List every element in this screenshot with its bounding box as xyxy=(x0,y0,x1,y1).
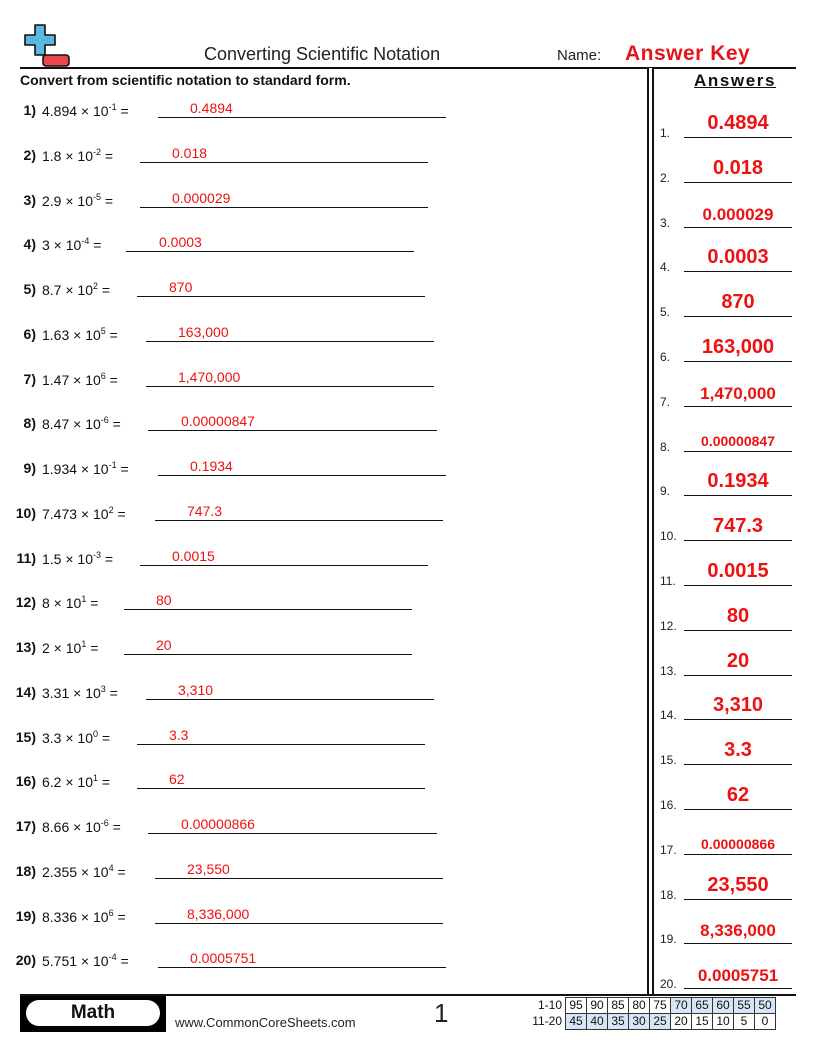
answer-column-divider xyxy=(647,68,654,994)
problem-number: 2) xyxy=(23,146,36,163)
answer-key-row xyxy=(660,872,792,902)
written-answer: 80 xyxy=(156,592,172,609)
coefficient: 8.66 xyxy=(42,819,70,835)
coefficient: 8.336 xyxy=(42,908,78,925)
problem-number: 3) xyxy=(23,191,36,208)
problem-expression: $2.9 \times 10^{-5}$ = xyxy=(42,191,114,209)
worksheet-title: Converting Scientific Notation xyxy=(204,44,441,64)
answer-key-value: 0.018 xyxy=(712,156,764,179)
written-answer: 3,310 xyxy=(178,681,214,698)
problem-row xyxy=(8,726,468,759)
answer-key-row xyxy=(660,334,792,364)
answer-key-line xyxy=(684,764,792,765)
answer-key-row xyxy=(660,827,792,857)
coefficient: 1.63 xyxy=(42,326,70,343)
problem-number: 4) xyxy=(23,236,36,253)
score-cell: 40 xyxy=(587,1014,608,1030)
answer-blank[interactable] xyxy=(155,878,443,879)
coefficient: 6.2 xyxy=(42,774,62,791)
problem-number: 7) xyxy=(23,370,36,387)
problem-expression: $1.8 \times 10^{-2}$ = xyxy=(42,146,114,164)
answer-key-line xyxy=(684,495,792,496)
score-cell: 85 xyxy=(608,998,629,1014)
plus-minus-logo-icon xyxy=(24,24,70,68)
answer-key-value: 0.00000847 xyxy=(701,432,775,449)
problem-number: 9) xyxy=(23,460,36,476)
answer-key-number: 13. xyxy=(660,663,677,678)
problem-number: 18) xyxy=(15,862,36,879)
written-answer: 0.4894 xyxy=(190,100,233,116)
score-cell: 30 xyxy=(629,1014,650,1030)
instructions: Convert from scientific notation to standard form. xyxy=(20,72,351,88)
written-answer: 0.0015 xyxy=(172,547,215,564)
problem-number: 11) xyxy=(16,549,36,566)
score-cell: 50 xyxy=(755,998,776,1014)
problem-expression: $8.66 \times 10^{-6}$ = xyxy=(42,818,121,835)
answer-key-line xyxy=(684,943,792,944)
answer-blank[interactable] xyxy=(137,296,425,297)
answer-key-line xyxy=(684,630,792,631)
answer-key-row xyxy=(660,737,792,767)
answer-blank[interactable] xyxy=(137,744,425,745)
coefficient: 1.8 xyxy=(42,147,62,164)
answer-key-row xyxy=(660,155,792,185)
problem-expression: $2 \times 10^1$ = xyxy=(42,639,99,656)
problem-row xyxy=(8,594,468,624)
answer-key-number: 18. xyxy=(660,887,677,902)
problem-number: 20) xyxy=(15,952,36,969)
problem-expression: $2.355 \times 10^4$ = xyxy=(42,862,126,880)
answer-key-number: 2. xyxy=(660,170,671,185)
written-answer: 747.3 xyxy=(187,502,223,519)
problem-row xyxy=(8,773,468,803)
problem-row xyxy=(8,460,468,490)
answer-key-line xyxy=(684,809,792,810)
problem-expression: $5.751 \times 10^{-4}$ = xyxy=(42,952,129,970)
exponent: 1 xyxy=(93,773,99,784)
answer-key-value: 747.3 xyxy=(712,515,764,538)
name-label: Name: xyxy=(557,47,602,64)
problem-row xyxy=(8,189,468,222)
exponent: -6 xyxy=(100,818,109,828)
coefficient: 3 xyxy=(42,237,50,254)
score-cell: 70 xyxy=(671,998,692,1014)
exponent: 1 xyxy=(81,594,87,605)
problem-number: 15) xyxy=(15,728,36,745)
score-cell: 35 xyxy=(608,1014,629,1030)
written-answer: 62 xyxy=(169,771,185,788)
written-answer: 20 xyxy=(156,637,172,653)
answer-key-row xyxy=(660,603,792,633)
answer-blank[interactable] xyxy=(126,251,414,252)
problem-row xyxy=(8,415,468,445)
answer-key-number: 5. xyxy=(660,305,671,320)
score-cell: 95 xyxy=(566,998,587,1014)
written-answer: 0.00000847 xyxy=(181,413,255,430)
answer-key-number: 14. xyxy=(660,708,677,723)
answer-key-line xyxy=(684,899,792,900)
exponent: -4 xyxy=(81,236,90,247)
coefficient: 7.473 xyxy=(42,505,78,522)
answer-key-row xyxy=(660,692,792,722)
answer-key-value: 0.00000866 xyxy=(701,835,775,852)
answer-key-number: 9. xyxy=(660,484,671,499)
answer-key-number: 6. xyxy=(660,350,671,364)
written-answer: 1,470,000 xyxy=(178,368,241,385)
problem-number: 13) xyxy=(15,639,36,655)
answer-blank[interactable] xyxy=(146,386,434,387)
answer-key-number: 12. xyxy=(660,618,677,633)
answer-key-line xyxy=(684,585,792,586)
answer-key-line xyxy=(684,988,792,989)
coefficient: 8.47 xyxy=(42,416,70,433)
written-answer: 0.00000866 xyxy=(181,816,255,832)
answer-key-line xyxy=(684,271,792,272)
problem-expression: $1.63 \times 10^5$ = xyxy=(42,325,118,343)
answer-blank[interactable] xyxy=(140,565,428,566)
answer-key-value: 1,470,000 xyxy=(700,383,776,403)
answer-key-row xyxy=(660,379,792,409)
answer-key-row xyxy=(660,468,792,498)
answer-key-line xyxy=(684,854,792,855)
exponent: -2 xyxy=(93,146,102,157)
answer-key-row xyxy=(660,244,792,274)
written-answer: 0.1934 xyxy=(190,458,233,474)
answer-blank[interactable] xyxy=(158,967,446,968)
subject-label: Math xyxy=(26,1000,160,1026)
coefficient: 2.9 xyxy=(42,192,62,209)
answer-key-value: 3.3 xyxy=(724,739,752,762)
answer-key-number: 4. xyxy=(660,260,671,275)
answer-key-value: 80 xyxy=(726,604,750,627)
problem-expression: $8 \times 10^1$ = xyxy=(42,594,99,612)
answer-blank[interactable] xyxy=(148,430,437,431)
exponent: 2 xyxy=(108,504,114,515)
answer-key-value: 0.1934 xyxy=(707,470,769,493)
answer-key-row xyxy=(660,110,792,140)
coefficient: 2.355 xyxy=(42,863,78,880)
problem-row xyxy=(8,818,468,848)
answer-blank[interactable] xyxy=(158,475,446,476)
score-cell: 5 xyxy=(734,1014,755,1030)
exponent: -5 xyxy=(93,191,102,202)
answer-key-line xyxy=(684,675,792,676)
score-cell: 75 xyxy=(650,998,671,1014)
problem-number: 14) xyxy=(15,683,36,700)
answer-key-row xyxy=(660,200,792,230)
answer-blank[interactable] xyxy=(137,788,425,789)
answer-blank[interactable] xyxy=(124,654,412,655)
score-cell: 25 xyxy=(650,1014,671,1030)
problem-expression: $3 \times 10^{-4}$ = xyxy=(42,236,102,254)
problem-expression: $1.47 \times 10^6$ = xyxy=(42,370,118,388)
answer-key-number: 10. xyxy=(660,529,677,544)
answer-blank[interactable] xyxy=(146,341,434,342)
coefficient: 2 xyxy=(42,640,50,656)
written-answer: 0.018 xyxy=(172,144,208,161)
answer-key-line xyxy=(684,719,792,720)
answer-key-row xyxy=(660,648,792,678)
score-cell: 60 xyxy=(713,998,734,1014)
problem-number: 6) xyxy=(23,325,36,342)
page-number: 1 xyxy=(434,998,449,1028)
answer-blank[interactable] xyxy=(146,699,434,700)
problem-number: 17) xyxy=(15,818,36,834)
exponent: -1 xyxy=(108,102,117,112)
answer-blank[interactable] xyxy=(158,117,446,118)
answer-key-row xyxy=(660,782,792,812)
problem-expression: $6.2 \times 10^1$ = xyxy=(42,773,111,791)
problem-number: 1) xyxy=(23,102,36,118)
written-answer: 0.000029 xyxy=(172,189,231,206)
answer-blank[interactable] xyxy=(155,520,443,521)
name-value: Answer Key xyxy=(625,42,751,65)
answer-key-row xyxy=(660,916,792,946)
coefficient: 8.7 xyxy=(42,282,62,298)
answer-key-line xyxy=(684,227,792,228)
score-cell: 15 xyxy=(692,1014,713,1030)
answer-key-line xyxy=(684,540,792,541)
answer-key-number: 1. xyxy=(660,126,671,140)
answer-key-value: 0.0005751 xyxy=(697,966,779,986)
score-cell: 65 xyxy=(692,998,713,1014)
problem-row xyxy=(8,144,468,177)
problem-expression: $1.5 \times 10^{-3}$ = xyxy=(42,549,114,567)
answer-key-value: 20 xyxy=(726,649,750,672)
problem-row xyxy=(8,547,468,580)
score-row xyxy=(526,1014,776,1030)
coefficient: 4.894 xyxy=(42,103,78,119)
exponent: -6 xyxy=(100,415,109,426)
answer-key-value: 8,336,000 xyxy=(700,921,776,941)
answer-key-number: 11. xyxy=(660,574,676,588)
answer-key-value: 163,000 xyxy=(701,336,775,358)
problem-row xyxy=(8,905,468,938)
answer-key-number: 19. xyxy=(660,932,677,947)
answer-key-row xyxy=(660,289,792,319)
header-rule xyxy=(20,67,796,69)
exponent: 5 xyxy=(100,325,106,336)
answer-key-line xyxy=(684,137,792,138)
coefficient: 1.47 xyxy=(42,371,70,388)
score-row-label: 11-20 xyxy=(532,1014,562,1028)
exponent: 0 xyxy=(93,728,99,739)
answer-key-number: 8. xyxy=(660,439,671,454)
answer-key-line xyxy=(684,451,792,452)
answer-key-row xyxy=(660,558,792,588)
answer-key-line xyxy=(684,316,792,317)
score-cell: 90 xyxy=(587,998,608,1014)
problem-row xyxy=(8,502,468,535)
exponent: -3 xyxy=(93,549,102,560)
coefficient: 8 xyxy=(42,595,50,612)
answer-key-value: 0.4894 xyxy=(707,112,769,134)
answer-blank[interactable] xyxy=(124,609,412,610)
score-cell: 20 xyxy=(671,1014,692,1030)
answer-key-number: 7. xyxy=(660,394,671,409)
problem-row xyxy=(8,952,468,982)
exponent: 6 xyxy=(108,907,114,918)
answer-key-value: 0.0015 xyxy=(707,560,769,582)
written-answer: 870 xyxy=(169,279,193,295)
problem-expression: $3.3 \times 10^0$ = xyxy=(42,728,111,746)
answer-blank[interactable] xyxy=(148,833,437,834)
score-cell: 0 xyxy=(755,1014,776,1030)
answer-key-value: 0.000029 xyxy=(702,204,774,224)
score-cell: 45 xyxy=(566,1014,587,1030)
problem-row xyxy=(8,323,468,356)
problem-number: 12) xyxy=(15,594,36,611)
problem-row xyxy=(8,681,468,714)
answer-key-row xyxy=(660,513,792,543)
answer-key-number: 20. xyxy=(660,977,677,992)
answer-blank[interactable] xyxy=(140,207,428,208)
answer-key-value: 23,550 xyxy=(707,873,769,896)
answer-key-value: 62 xyxy=(726,784,750,806)
problem-row xyxy=(8,639,468,669)
answer-key-line xyxy=(684,406,792,407)
subject-badge xyxy=(20,996,166,1032)
problem-number: 5) xyxy=(23,281,36,297)
written-answer: 0.0003 xyxy=(159,234,202,251)
coefficient: 5.751 xyxy=(42,953,78,970)
score-table xyxy=(526,997,776,1030)
exponent: 3 xyxy=(100,683,106,694)
score-row-label: 1-10 xyxy=(537,998,562,1012)
answer-key-line xyxy=(684,182,792,183)
answers-heading: Answers xyxy=(694,71,777,90)
exponent: 4 xyxy=(108,862,114,873)
problem-row xyxy=(8,102,468,132)
answer-blank[interactable] xyxy=(140,162,428,163)
problem-number: 16) xyxy=(15,773,36,790)
written-answer: 23,550 xyxy=(187,860,230,877)
exponent: 2 xyxy=(93,281,99,291)
answer-key-number: 15. xyxy=(660,753,677,768)
problem-expression: $7.473 \times 10^2$ = xyxy=(42,504,126,522)
coefficient: 3.3 xyxy=(42,729,62,746)
problem-expression: $8.47 \times 10^{-6}$ = xyxy=(42,415,121,433)
written-answer: 3.3 xyxy=(169,726,189,743)
written-answer: 8,336,000 xyxy=(187,905,250,922)
problem-expression: $8.7 \times 10^2$ = xyxy=(42,281,111,298)
problem-row xyxy=(8,236,468,266)
exponent: 1 xyxy=(81,639,87,649)
answer-key-value: 3,310 xyxy=(712,694,764,717)
answer-key-number: 16. xyxy=(660,798,677,812)
problem-row xyxy=(8,281,468,311)
answer-key-number: 17. xyxy=(660,842,677,857)
problem-number: 8) xyxy=(23,415,36,432)
problem-row xyxy=(8,368,468,401)
answer-key-line xyxy=(684,361,792,362)
problem-expression: $1.934 \times 10^{-1}$ = xyxy=(42,460,129,477)
answer-key-row xyxy=(660,424,792,454)
score-cell: 55 xyxy=(734,998,755,1014)
coefficient: 1.934 xyxy=(42,461,78,477)
problem-row xyxy=(8,860,468,893)
exponent: 6 xyxy=(100,370,106,381)
score-cell: 80 xyxy=(629,998,650,1014)
score-cell: 10 xyxy=(713,1014,734,1030)
problem-expression: $8.336 \times 10^6$ = xyxy=(42,907,126,925)
answer-key-row xyxy=(660,961,792,991)
problem-expression: $4.894 \times 10^{-1}$ = xyxy=(42,102,129,119)
problem-expression: $3.31 \times 10^3$ = xyxy=(42,683,118,701)
answer-key-number: 3. xyxy=(660,215,671,230)
problem-number: 10) xyxy=(15,504,36,521)
written-answer: 163,000 xyxy=(178,323,229,340)
coefficient: 1.5 xyxy=(42,550,62,567)
answer-blank[interactable] xyxy=(155,923,443,924)
coefficient: 3.31 xyxy=(42,684,70,701)
answer-key-value: 870 xyxy=(721,291,755,314)
exponent: -4 xyxy=(108,952,117,963)
problem-number: 19) xyxy=(15,907,36,924)
exponent: -1 xyxy=(108,460,117,470)
score-row xyxy=(526,998,776,1014)
answer-key-value: 0.0003 xyxy=(707,246,769,269)
site-link[interactable]: www.CommonCoreSheets.com xyxy=(175,1015,356,1030)
written-answer: 0.0005751 xyxy=(190,950,257,967)
